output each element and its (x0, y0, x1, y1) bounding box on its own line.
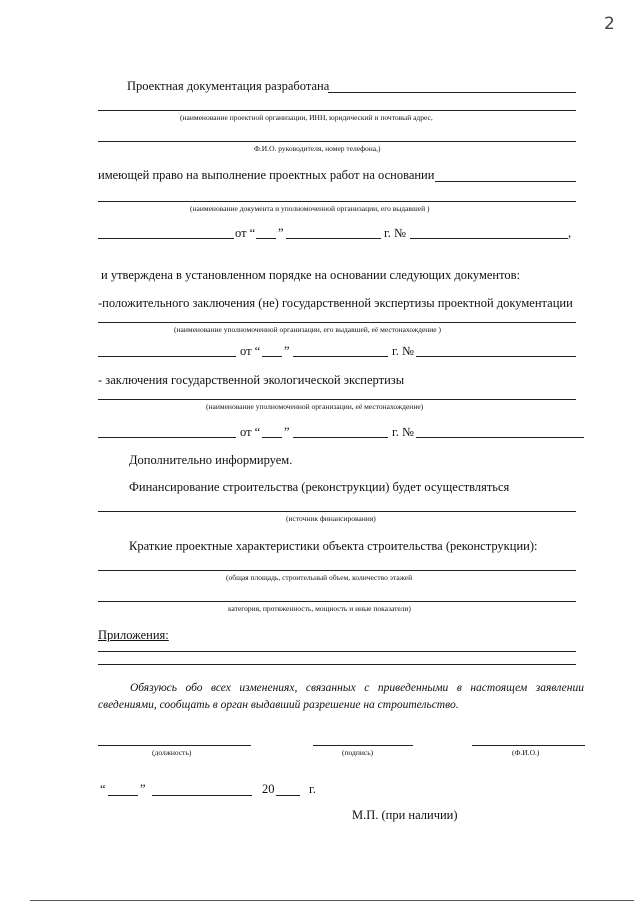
stamp-label: М.П. (при наличии) (352, 808, 458, 822)
caption-position: (должность) (152, 748, 192, 757)
basis-field[interactable] (435, 181, 576, 182)
number-field-3[interactable] (416, 437, 584, 438)
year-no-label-2: г. № (392, 344, 414, 358)
quote-close-1: ” (278, 226, 284, 240)
caption-financing: (источник финансирования) (286, 514, 376, 523)
caption-document: (наименование документа и уполномоченной организации, его выдавшей ) (190, 204, 430, 213)
date-day-field[interactable] (108, 795, 138, 796)
page-bottom-edge (30, 900, 634, 901)
month-field-1[interactable] (286, 238, 381, 239)
day-field-2[interactable] (262, 356, 282, 357)
number-field-2[interactable] (416, 356, 576, 357)
caption-head: Ф.И.О. руководителя, номер телефона,) (254, 144, 381, 153)
developer-field-line-3[interactable] (98, 141, 576, 142)
fio-field[interactable] (472, 745, 585, 746)
caption-area: (общая площадь, строительный объем, количество этажей (226, 573, 413, 582)
eco-conclusion-label: - заключения государственной экологической экспертизы (98, 373, 405, 387)
from-label-1: от “ (235, 226, 256, 240)
characteristics-field-1[interactable] (98, 570, 576, 571)
caption-category: категория, протяженность, мощность и иные показатели) (228, 604, 411, 613)
quote-close-3: ” (284, 425, 290, 439)
signature-field[interactable] (313, 745, 413, 746)
month-field-2[interactable] (293, 356, 388, 357)
attachments-label: Приложения: (98, 628, 169, 642)
month-field-3[interactable] (293, 437, 388, 438)
day-field-3[interactable] (262, 437, 282, 438)
position-field[interactable] (98, 745, 251, 746)
comma: , (568, 226, 572, 240)
expert-org-field[interactable] (98, 322, 576, 323)
developed-by-label: Проектная документация разработана (127, 79, 330, 93)
eco-issuer-field[interactable] (98, 437, 236, 438)
from-label-2: от “ (240, 344, 261, 358)
year-no-label-1: г. № (384, 226, 406, 240)
caption-organization: (наименование проектной организации, ИНН, юридический и почтовый адрес, (180, 113, 433, 122)
right-basis-label: имеющей право на выполнение проектных работ на основании (98, 168, 435, 182)
caption-signature: (подпись) (342, 748, 374, 757)
date-open-quote: “ (100, 782, 106, 796)
caption-expert-org: (наименование уполномоченной организации, его выдавшей, её местонахождение ) (174, 325, 442, 334)
day-field-1[interactable] (256, 238, 276, 239)
expert-issuer-field[interactable] (98, 356, 236, 357)
date-close-quote: ” (140, 782, 146, 796)
attachments-field-2[interactable] (98, 664, 576, 665)
characteristics-field-2[interactable] (98, 601, 576, 602)
financing-field[interactable] (98, 511, 576, 512)
quote-close-2: ” (284, 344, 290, 358)
brief-characteristics-label: Краткие проектные характеристики объекта строительства (реконструкции): (129, 539, 538, 553)
date-year-field[interactable] (276, 795, 300, 796)
year-suffix: г. (309, 782, 316, 796)
positive-conclusion-label: -положительного заключения (не) государственной экспертизы проектной документации (98, 296, 573, 310)
developer-field-line-2[interactable] (98, 110, 576, 111)
developer-field[interactable] (328, 92, 576, 93)
number-field-1[interactable] (410, 238, 568, 239)
caption-fio: (Ф.И.О.) (512, 748, 540, 757)
eco-org-field[interactable] (98, 399, 576, 400)
page-number: 2 (604, 14, 615, 34)
year-prefix: 20 (262, 782, 275, 796)
year-no-label-3: г. № (392, 425, 414, 439)
financing-label: Финансирование строительства (реконструкции) будет осуществляться (129, 480, 510, 494)
additional-info: Дополнительно информируем. (129, 453, 293, 467)
commitment-text: Обязуюсь обо всех изменениях, связанных с приведенными в настоящем заявлении сведениями, сообщать в орган выдавший разрешение на строительство. (98, 682, 584, 711)
approved-line: и утверждена в установленном порядке на основании следующих документов: (101, 268, 521, 282)
date-month-field[interactable] (152, 795, 252, 796)
from-label-3: от “ (240, 425, 261, 439)
attachments-field-1[interactable] (98, 651, 576, 652)
basis-field-line-2[interactable] (98, 201, 576, 202)
caption-eco-org: (наименование уполномоченной организации, её местонахождение) (206, 402, 424, 411)
issuer-field[interactable] (98, 238, 234, 239)
